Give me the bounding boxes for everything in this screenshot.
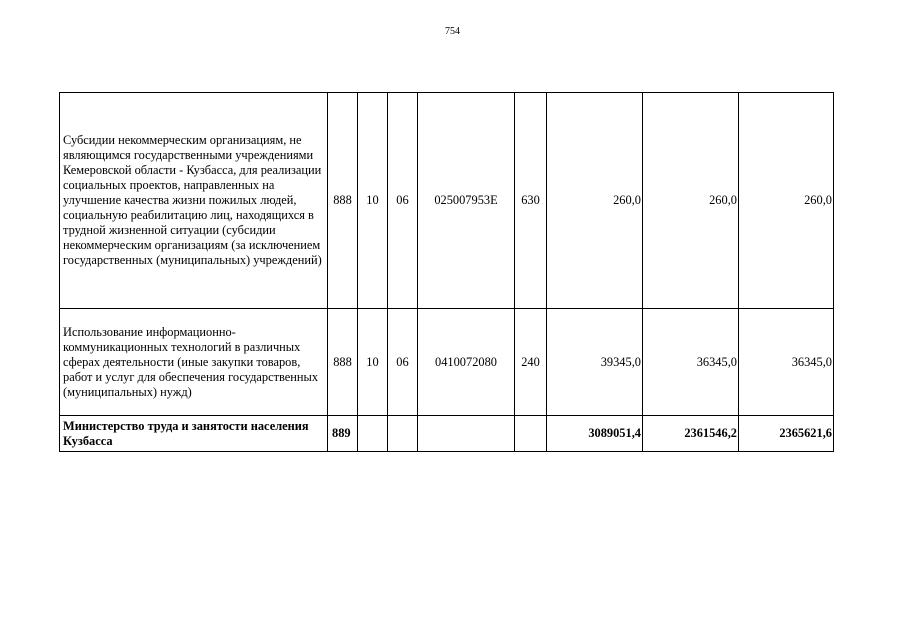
amount-year3-cell: 260,0 xyxy=(739,93,834,309)
amount-year1-cell: 3089051,4 xyxy=(547,416,643,452)
subsection-code-cell: 06 xyxy=(388,309,418,416)
table-row xyxy=(60,309,834,416)
expense-type-cell xyxy=(515,416,547,452)
ministry-code-cell: 888 xyxy=(328,93,358,309)
amount-year2-cell: 2361546,2 xyxy=(643,416,739,452)
row-name-cell: Министерство труда и занятости населения Кузбасса xyxy=(60,416,328,452)
amount-year2-cell: 260,0 xyxy=(643,93,739,309)
subsection-code-cell xyxy=(388,416,418,452)
row-name-cell: Субсидии некоммерческим организациям, не являющимся государственными учреждениями Кемеровской области - Кузбасса, для реализации социальных проектов, направленных на улучшение качества жизни пожилых людей, социальную реабилитацию лиц, находящихся в трудной жизненной ситуации (субсидии некоммерческим организациям (за исключением государственных (муниципальных) учреждений) xyxy=(60,93,328,309)
target-article-cell: 0410072080 xyxy=(418,309,515,416)
target-article-cell: 025007953Е xyxy=(418,93,515,309)
row-name-cell: Использование информационно-коммуникационных технологий в различных сферах деятельности (иные закупки товаров, работ и услуг для обеспечения государственных (муниципальных) нужд) xyxy=(60,309,328,416)
expense-type-cell: 240 xyxy=(515,309,547,416)
section-code-cell xyxy=(358,416,388,452)
amount-year3-cell: 2365621,6 xyxy=(739,416,834,452)
expense-type-cell: 630 xyxy=(515,93,547,309)
target-article-cell xyxy=(418,416,515,452)
table-row xyxy=(60,416,834,452)
budget-table xyxy=(59,92,834,452)
amount-year1-cell: 260,0 xyxy=(547,93,643,309)
amount-year3-cell: 36345,0 xyxy=(739,309,834,416)
subsection-code-cell: 06 xyxy=(388,93,418,309)
table-row xyxy=(60,93,834,309)
ministry-code-cell: 889 xyxy=(328,416,358,452)
section-code-cell: 10 xyxy=(358,93,388,309)
amount-year2-cell: 36345,0 xyxy=(643,309,739,416)
amount-year1-cell: 39345,0 xyxy=(547,309,643,416)
section-code-cell: 10 xyxy=(358,309,388,416)
page-number: 754 xyxy=(445,26,460,37)
ministry-code-cell: 888 xyxy=(328,309,358,416)
